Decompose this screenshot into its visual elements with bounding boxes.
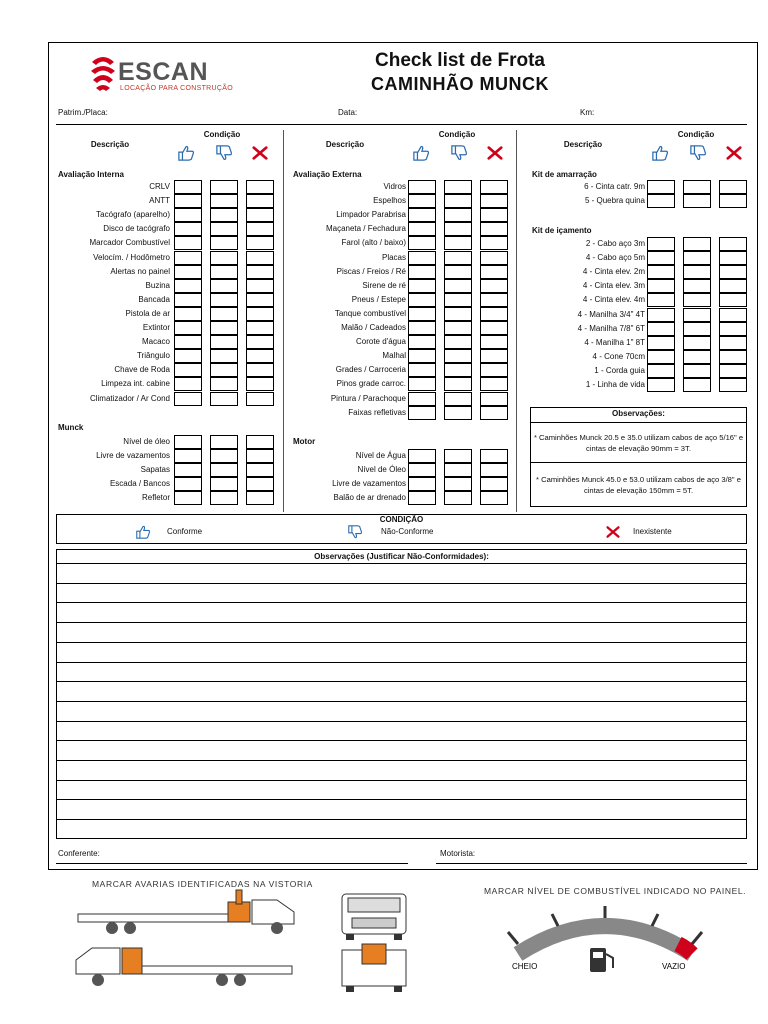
checklist-item-label: Faixas refletivas xyxy=(348,407,406,417)
checklist-item-label: Vidros xyxy=(383,182,406,191)
nao-conforme-checkbox[interactable] xyxy=(683,237,711,251)
checklist-item-label: Macaco xyxy=(141,337,170,347)
inexistente-checkbox[interactable] xyxy=(246,321,274,335)
inexistente-checkbox[interactable] xyxy=(480,307,508,321)
checklist-item-label: Chave de Roda xyxy=(114,365,170,375)
checklist-item-label: Pinos grade carroc. xyxy=(336,379,406,389)
conforme-checkbox[interactable] xyxy=(647,378,675,392)
col1-thumbs-up-icon xyxy=(177,145,197,163)
cross-icon xyxy=(605,525,625,543)
conforme-checkbox[interactable] xyxy=(408,307,436,321)
nao-conforme-checkbox[interactable] xyxy=(210,208,238,222)
inexistente-checkbox[interactable] xyxy=(719,350,747,364)
nao-conforme-checkbox[interactable] xyxy=(444,279,472,293)
inexistente-checkbox[interactable] xyxy=(719,251,747,265)
conforme-checkbox[interactable] xyxy=(647,237,675,251)
conforme-checkbox[interactable] xyxy=(647,293,675,307)
inexistente-checkbox[interactable] xyxy=(246,363,274,377)
checklist-item-label: Alertas no painel xyxy=(110,266,170,276)
truck-front-view xyxy=(342,894,406,940)
inexistente-checkbox[interactable] xyxy=(246,491,274,505)
thumbs-up-icon xyxy=(135,525,155,543)
inexistente-checkbox[interactable] xyxy=(480,363,508,377)
nao-conforme-checkbox[interactable] xyxy=(210,449,238,463)
col1-thumbs-down-icon xyxy=(215,145,235,163)
inexistente-checkbox[interactable] xyxy=(246,279,274,293)
column-divider-1 xyxy=(283,130,284,512)
nao-conforme-checkbox[interactable] xyxy=(444,180,472,194)
nao-conforme-checkbox[interactable] xyxy=(210,463,238,477)
nao-conforme-checkbox[interactable] xyxy=(683,279,711,293)
nao-conforme-checkbox[interactable] xyxy=(444,377,472,391)
nao-conforme-checkbox[interactable] xyxy=(210,222,238,236)
nao-conforme-checkbox[interactable] xyxy=(444,363,472,377)
conforme-checkbox[interactable] xyxy=(647,279,675,293)
inexistente-checkbox[interactable] xyxy=(480,449,508,463)
inexistente-checkbox[interactable] xyxy=(719,293,747,307)
justificar-line[interactable] xyxy=(57,563,746,564)
justificar-line[interactable] xyxy=(57,780,746,781)
combustivel-instruction: MARCAR NÍVEL DE COMBUSTÍVEL INDICADO NO PAINEL. xyxy=(484,886,747,896)
legend-nao-conforme: Não-Conforme xyxy=(381,527,434,536)
conforme-checkbox[interactable] xyxy=(647,308,675,322)
conforme-checkbox[interactable] xyxy=(647,322,675,336)
conforme-checkbox[interactable] xyxy=(174,180,202,194)
col3-descricao-header: Descrição xyxy=(563,140,603,149)
section-kit-amarracao: Kit de amarração xyxy=(532,170,597,179)
inexistente-checkbox[interactable] xyxy=(480,279,508,293)
motorista-label: Motorista: xyxy=(440,849,476,858)
nao-conforme-checkbox[interactable] xyxy=(444,251,472,265)
inexistente-checkbox[interactable] xyxy=(719,180,747,194)
checklist-item-label: Grades / Carroceria xyxy=(335,365,406,375)
conforme-checkbox[interactable] xyxy=(408,477,436,491)
inexistente-checkbox[interactable] xyxy=(246,293,274,307)
conforme-checkbox[interactable] xyxy=(174,377,202,391)
inexistente-checkbox[interactable] xyxy=(246,251,274,265)
conferente-label: Conferente: xyxy=(58,849,100,858)
checklist-item-label: Bancada xyxy=(138,294,170,304)
checklist-item-label: 4 - Manilha 7/8" 6T xyxy=(577,323,645,333)
logo-wordmark: ESCAN xyxy=(118,58,209,86)
checklist-item-label: Marcador Combustível xyxy=(89,238,170,248)
inexistente-checkbox[interactable] xyxy=(480,335,508,349)
inexistente-checkbox[interactable] xyxy=(719,237,747,251)
nao-conforme-checkbox[interactable] xyxy=(444,463,472,477)
checklist-item-label: Espelhos xyxy=(373,196,406,206)
nao-conforme-checkbox[interactable] xyxy=(683,194,711,208)
inexistente-checkbox[interactable] xyxy=(719,308,747,322)
checklist-item-label: Buzina xyxy=(145,280,170,290)
checklist-item-label: Pintura / Parachoque xyxy=(330,393,406,403)
col3-condicao-header: Condição xyxy=(677,130,715,139)
conforme-checkbox[interactable] xyxy=(174,363,202,377)
checklist-item-label: Pistola de ar xyxy=(125,308,170,318)
inexistente-checkbox[interactable] xyxy=(246,265,274,279)
nao-conforme-checkbox[interactable] xyxy=(210,293,238,307)
checklist-item-label: 2 - Cabo aço 3m xyxy=(585,239,645,248)
col2-thumbs-down-icon xyxy=(450,145,470,163)
justificar-line[interactable] xyxy=(57,602,746,603)
nao-conforme-checkbox[interactable] xyxy=(683,180,711,194)
nao-conforme-checkbox[interactable] xyxy=(683,364,711,378)
checklist-item-label: Placas xyxy=(381,252,406,262)
inexistente-checkbox[interactable] xyxy=(719,322,747,336)
nao-conforme-checkbox[interactable] xyxy=(210,435,238,449)
conforme-checkbox[interactable] xyxy=(647,180,675,194)
inexistente-checkbox[interactable] xyxy=(480,349,508,363)
truck-rear-view xyxy=(342,944,406,992)
conforme-checkbox[interactable] xyxy=(174,293,202,307)
conforme-checkbox[interactable] xyxy=(174,236,202,250)
nao-conforme-checkbox[interactable] xyxy=(444,335,472,349)
col2-thumbs-up-icon xyxy=(412,145,432,163)
inexistente-checkbox[interactable] xyxy=(719,336,747,350)
conforme-checkbox[interactable] xyxy=(408,180,436,194)
col1-condicao-header: Condição xyxy=(203,130,241,139)
nao-conforme-checkbox[interactable] xyxy=(210,194,238,208)
conforme-checkbox[interactable] xyxy=(408,251,436,265)
justificar-line[interactable] xyxy=(57,799,746,800)
observacoes-note-rule xyxy=(530,462,747,463)
inexistente-checkbox[interactable] xyxy=(480,236,508,250)
conforme-checkbox[interactable] xyxy=(408,293,436,307)
justificar-line[interactable] xyxy=(57,760,746,761)
observacoes-title-rule xyxy=(530,422,747,423)
km-label: Km: xyxy=(580,108,595,117)
conforme-checkbox[interactable] xyxy=(174,279,202,293)
thumbs-down-icon xyxy=(347,525,367,543)
conforme-checkbox[interactable] xyxy=(174,449,202,463)
conforme-checkbox[interactable] xyxy=(408,279,436,293)
inexistente-checkbox[interactable] xyxy=(480,491,508,505)
nao-conforme-checkbox[interactable] xyxy=(444,307,472,321)
conforme-checkbox[interactable] xyxy=(174,222,202,236)
inexistente-checkbox[interactable] xyxy=(719,265,747,279)
col1-cross-icon xyxy=(251,145,271,163)
conforme-checkbox[interactable] xyxy=(647,265,675,279)
checklist-item-label: 4 - Manilha 1" 8T xyxy=(584,337,645,347)
conforme-checkbox[interactable] xyxy=(408,236,436,250)
conforme-checkbox[interactable] xyxy=(647,336,675,350)
inexistente-checkbox[interactable] xyxy=(246,463,274,477)
data-label: Data: xyxy=(338,108,358,117)
motorista-line[interactable] xyxy=(436,863,747,864)
justificar-line[interactable] xyxy=(57,721,746,722)
conforme-checkbox[interactable] xyxy=(408,392,436,406)
inexistente-checkbox[interactable] xyxy=(480,477,508,491)
escan-logo-mark xyxy=(88,54,118,94)
nao-conforme-checkbox[interactable] xyxy=(444,208,472,222)
observacoes-note-1: * Caminhões Munck 20.5 e 35.0 utilizam cabos de aço 5/16" e cintas de elevação 90mm = 3T. xyxy=(533,433,744,453)
checklist-item-label: Nível de óleo xyxy=(123,437,170,446)
gauge-vazio-label: VAZIO xyxy=(662,962,686,971)
nao-conforme-checkbox[interactable] xyxy=(210,279,238,293)
inexistente-checkbox[interactable] xyxy=(480,377,508,391)
nao-conforme-checkbox[interactable] xyxy=(444,349,472,363)
nao-conforme-checkbox[interactable] xyxy=(683,322,711,336)
justificar-line[interactable] xyxy=(57,740,746,741)
condition-legend xyxy=(56,514,747,544)
checklist-item-label: Extintor xyxy=(142,323,170,332)
inexistente-checkbox[interactable] xyxy=(480,208,508,222)
inexistente-checkbox[interactable] xyxy=(246,392,274,406)
checklist-item-label: Velocím. / Hodômetro xyxy=(93,252,170,262)
inexistente-checkbox[interactable] xyxy=(480,392,508,406)
justificar-line[interactable] xyxy=(57,642,746,643)
conforme-checkbox[interactable] xyxy=(647,364,675,378)
nao-conforme-checkbox[interactable] xyxy=(210,307,238,321)
conforme-checkbox[interactable] xyxy=(174,463,202,477)
justificar-box xyxy=(56,549,747,839)
legend-conforme: Conforme xyxy=(167,527,203,536)
checklist-item-label: Livre de vazamentos xyxy=(332,479,406,489)
col2-condicao-header: Condição xyxy=(438,130,476,139)
inexistente-checkbox[interactable] xyxy=(246,180,274,194)
conforme-checkbox[interactable] xyxy=(408,377,436,391)
checklist-item-label: 4 - Cinta elev. 3m xyxy=(582,281,645,291)
conforme-checkbox[interactable] xyxy=(174,477,202,491)
checklist-item-label: Farol (alto / baixo) xyxy=(341,238,406,248)
checklist-item-label: 4 - Cinta elev. 4m xyxy=(582,295,645,305)
fuel-gauge[interactable] xyxy=(500,902,710,992)
inexistente-checkbox[interactable] xyxy=(480,265,508,279)
inexistente-checkbox[interactable] xyxy=(719,378,747,392)
conforme-checkbox[interactable] xyxy=(174,265,202,279)
conforme-checkbox[interactable] xyxy=(408,265,436,279)
nao-conforme-checkbox[interactable] xyxy=(444,406,472,420)
checklist-item-label: 4 - Manilha 3/4" 4T xyxy=(577,309,645,319)
inexistente-checkbox[interactable] xyxy=(480,321,508,335)
conforme-checkbox[interactable] xyxy=(174,307,202,321)
truck-side-view-left xyxy=(76,948,292,986)
nao-conforme-checkbox[interactable] xyxy=(210,265,238,279)
checklist-item-label: 1 - Linha de vida xyxy=(585,380,645,389)
checklist-item-label: Malhal xyxy=(382,351,406,361)
conforme-checkbox[interactable] xyxy=(408,349,436,363)
conforme-checkbox[interactable] xyxy=(408,491,436,505)
col2-cross-icon xyxy=(486,145,506,163)
legend-title: CONDIÇÃO xyxy=(379,515,424,524)
nao-conforme-checkbox[interactable] xyxy=(683,350,711,364)
form-subtitle: CAMINHÃO MUNCK xyxy=(371,74,549,94)
checklist-item-label: CRLV xyxy=(149,182,170,191)
col3-cross-icon xyxy=(725,145,745,163)
checklist-item-label: Nível de Óleo xyxy=(357,465,406,475)
nao-conforme-checkbox[interactable] xyxy=(210,321,238,335)
nao-conforme-checkbox[interactable] xyxy=(444,321,472,335)
inexistente-checkbox[interactable] xyxy=(246,222,274,236)
inexistente-checkbox[interactable] xyxy=(246,435,274,449)
justificar-line[interactable] xyxy=(57,681,746,682)
col1-descricao-header: Descrição xyxy=(90,140,130,149)
nao-conforme-checkbox[interactable] xyxy=(683,308,711,322)
checklist-item-label: 4 - Cone 70cm xyxy=(592,351,645,361)
conforme-checkbox[interactable] xyxy=(174,335,202,349)
justificar-line[interactable] xyxy=(57,583,746,584)
checklist-item-label: Escada / Bancos xyxy=(109,479,170,489)
nao-conforme-checkbox[interactable] xyxy=(683,265,711,279)
nao-conforme-checkbox[interactable] xyxy=(683,293,711,307)
conforme-checkbox[interactable] xyxy=(408,363,436,377)
conforme-checkbox[interactable] xyxy=(408,463,436,477)
checklist-item-label: Corote d'água xyxy=(355,337,406,347)
inexistente-checkbox[interactable] xyxy=(246,208,274,222)
inexistente-checkbox[interactable] xyxy=(480,406,508,420)
nao-conforme-checkbox[interactable] xyxy=(210,477,238,491)
conforme-checkbox[interactable] xyxy=(174,321,202,335)
nao-conforme-checkbox[interactable] xyxy=(444,222,472,236)
nao-conforme-checkbox[interactable] xyxy=(210,335,238,349)
inexistente-checkbox[interactable] xyxy=(480,251,508,265)
checklist-item-label: Climatizador / Ar Cond xyxy=(89,393,170,403)
conforme-checkbox[interactable] xyxy=(174,251,202,265)
section-motor: Motor xyxy=(293,437,316,446)
checklist-item-label: Maçaneta / Fechadura xyxy=(325,224,406,234)
legend-inexistente: Inexistente xyxy=(633,527,672,536)
inexistente-checkbox[interactable] xyxy=(480,222,508,236)
header-divider xyxy=(56,124,747,125)
nao-conforme-checkbox[interactable] xyxy=(683,251,711,265)
nao-conforme-checkbox[interactable] xyxy=(210,236,238,250)
nao-conforme-checkbox[interactable] xyxy=(683,336,711,350)
section-munck: Munck xyxy=(58,423,84,432)
nao-conforme-checkbox[interactable] xyxy=(210,180,238,194)
truck-damage-diagram[interactable] xyxy=(72,888,412,1000)
nao-conforme-checkbox[interactable] xyxy=(210,363,238,377)
justificar-title: Observações (Justificar Não-Conformidades): xyxy=(314,552,489,561)
nao-conforme-checkbox[interactable] xyxy=(210,251,238,265)
section-avaliacao-interna: Avaliação Interna xyxy=(58,170,124,179)
nao-conforme-checkbox[interactable] xyxy=(210,349,238,363)
fuel-pump-icon xyxy=(590,948,613,972)
col2-descricao-header: Descrição xyxy=(325,140,365,149)
section-avaliacao-externa: Avaliação Externa xyxy=(293,170,362,179)
inexistente-checkbox[interactable] xyxy=(480,293,508,307)
nao-conforme-checkbox[interactable] xyxy=(210,491,238,505)
checklist-item-label: Sirene de ré xyxy=(362,280,406,290)
inexistente-checkbox[interactable] xyxy=(246,349,274,363)
checklist-item-label: Tacógrafo (aparelho) xyxy=(96,210,170,220)
logo-tagline: LOCAÇÃO PARA CONSTRUÇÃO xyxy=(120,85,233,92)
nao-conforme-checkbox[interactable] xyxy=(210,392,238,406)
checklist-item-label: Piscas / Freios / Ré xyxy=(336,266,406,276)
checklist-item-label: Triângulo xyxy=(136,351,170,361)
inexistente-checkbox[interactable] xyxy=(246,377,274,391)
col3-thumbs-up-icon xyxy=(651,145,671,163)
inexistente-checkbox[interactable] xyxy=(719,279,747,293)
conforme-checkbox[interactable] xyxy=(174,392,202,406)
checklist-item-label: Nível de Água xyxy=(355,451,406,460)
inexistente-checkbox[interactable] xyxy=(246,335,274,349)
justificar-line[interactable] xyxy=(57,622,746,623)
conforme-checkbox[interactable] xyxy=(408,449,436,463)
gauge-cheio-label: CHEIO xyxy=(512,962,538,971)
checklist-item-label: Pneus / Estepe xyxy=(351,294,406,304)
nao-conforme-checkbox[interactable] xyxy=(444,236,472,250)
truck-side-view-right xyxy=(78,890,294,934)
nao-conforme-checkbox[interactable] xyxy=(444,392,472,406)
inexistente-checkbox[interactable] xyxy=(719,364,747,378)
conforme-checkbox[interactable] xyxy=(174,491,202,505)
nao-conforme-checkbox[interactable] xyxy=(444,491,472,505)
avarias-instruction: MARCAR AVARIAS IDENTIFICADAS NA VISTORIA xyxy=(92,879,313,889)
checklist-item-label: Sapatas xyxy=(140,465,170,475)
conforme-checkbox[interactable] xyxy=(408,222,436,236)
column-divider-2 xyxy=(516,130,517,512)
checklist-item-label: Malão / Cadeados xyxy=(341,323,406,332)
inexistente-checkbox[interactable] xyxy=(246,236,274,250)
patrim-label: Patrim./Placa: xyxy=(58,108,108,117)
nao-conforme-checkbox[interactable] xyxy=(444,477,472,491)
conforme-checkbox[interactable] xyxy=(408,194,436,208)
justificar-line[interactable] xyxy=(57,819,746,820)
checklist-item-label: Limpador Parabrisa xyxy=(336,210,406,220)
inexistente-checkbox[interactable] xyxy=(246,477,274,491)
observacoes-title: Observações: xyxy=(612,409,665,418)
checklist-item-label: Tanque combustível xyxy=(334,308,406,318)
inexistente-checkbox[interactable] xyxy=(480,180,508,194)
conforme-checkbox[interactable] xyxy=(174,435,202,449)
conforme-checkbox[interactable] xyxy=(647,350,675,364)
inexistente-checkbox[interactable] xyxy=(719,194,747,208)
nao-conforme-checkbox[interactable] xyxy=(444,293,472,307)
nao-conforme-checkbox[interactable] xyxy=(683,378,711,392)
nao-conforme-checkbox[interactable] xyxy=(444,449,472,463)
inexistente-checkbox[interactable] xyxy=(246,449,274,463)
inexistente-checkbox[interactable] xyxy=(246,194,274,208)
checklist-item-label: 5 - Quebra quina xyxy=(584,196,645,206)
checklist-item-label: 1 - Corda guia xyxy=(594,365,645,375)
conferente-line[interactable] xyxy=(56,863,408,864)
checklist-item-label: 4 - Cinta elev. 2m xyxy=(582,267,645,277)
section-kit-icamento: Kit de içamento xyxy=(532,226,592,235)
justificar-line[interactable] xyxy=(57,701,746,702)
conforme-checkbox[interactable] xyxy=(174,349,202,363)
escan-logo xyxy=(88,52,248,96)
inexistente-checkbox[interactable] xyxy=(246,307,274,321)
checklist-item-label: Refletor xyxy=(141,493,170,503)
conforme-checkbox[interactable] xyxy=(174,194,202,208)
checklist-item-label: Balão de ar drenado xyxy=(333,493,406,503)
conforme-checkbox[interactable] xyxy=(408,321,436,335)
conforme-checkbox[interactable] xyxy=(174,208,202,222)
form-title: Check list de Frota xyxy=(375,50,545,71)
checklist-item-label: 4 - Cabo aço 5m xyxy=(585,253,645,263)
inexistente-checkbox[interactable] xyxy=(480,463,508,477)
nao-conforme-checkbox[interactable] xyxy=(444,194,472,208)
conforme-checkbox[interactable] xyxy=(647,194,675,208)
inexistente-checkbox[interactable] xyxy=(480,194,508,208)
observacoes-note-2: * Caminhões Munck 45.0 e 53.0 utilizam cabos de aço 3/8" e cintas de elevação 150mm = 5T. xyxy=(536,475,741,495)
checklist-item-label: 6 - Cinta catr. 9m xyxy=(584,182,645,191)
justificar-line[interactable] xyxy=(57,662,746,663)
conforme-checkbox[interactable] xyxy=(408,208,436,222)
checklist-item-label: Disco de tacógrafo xyxy=(103,224,170,234)
nao-conforme-checkbox[interactable] xyxy=(210,377,238,391)
checklist-item-label: Livre de vazamentos xyxy=(96,451,170,461)
conforme-checkbox[interactable] xyxy=(408,335,436,349)
col3-thumbs-down-icon xyxy=(689,145,709,163)
checklist-item-label: ANTT xyxy=(149,196,170,206)
nao-conforme-checkbox[interactable] xyxy=(444,265,472,279)
conforme-checkbox[interactable] xyxy=(647,251,675,265)
conforme-checkbox[interactable] xyxy=(408,406,436,420)
checklist-item-label: Limpeza int. cabine xyxy=(101,379,170,389)
